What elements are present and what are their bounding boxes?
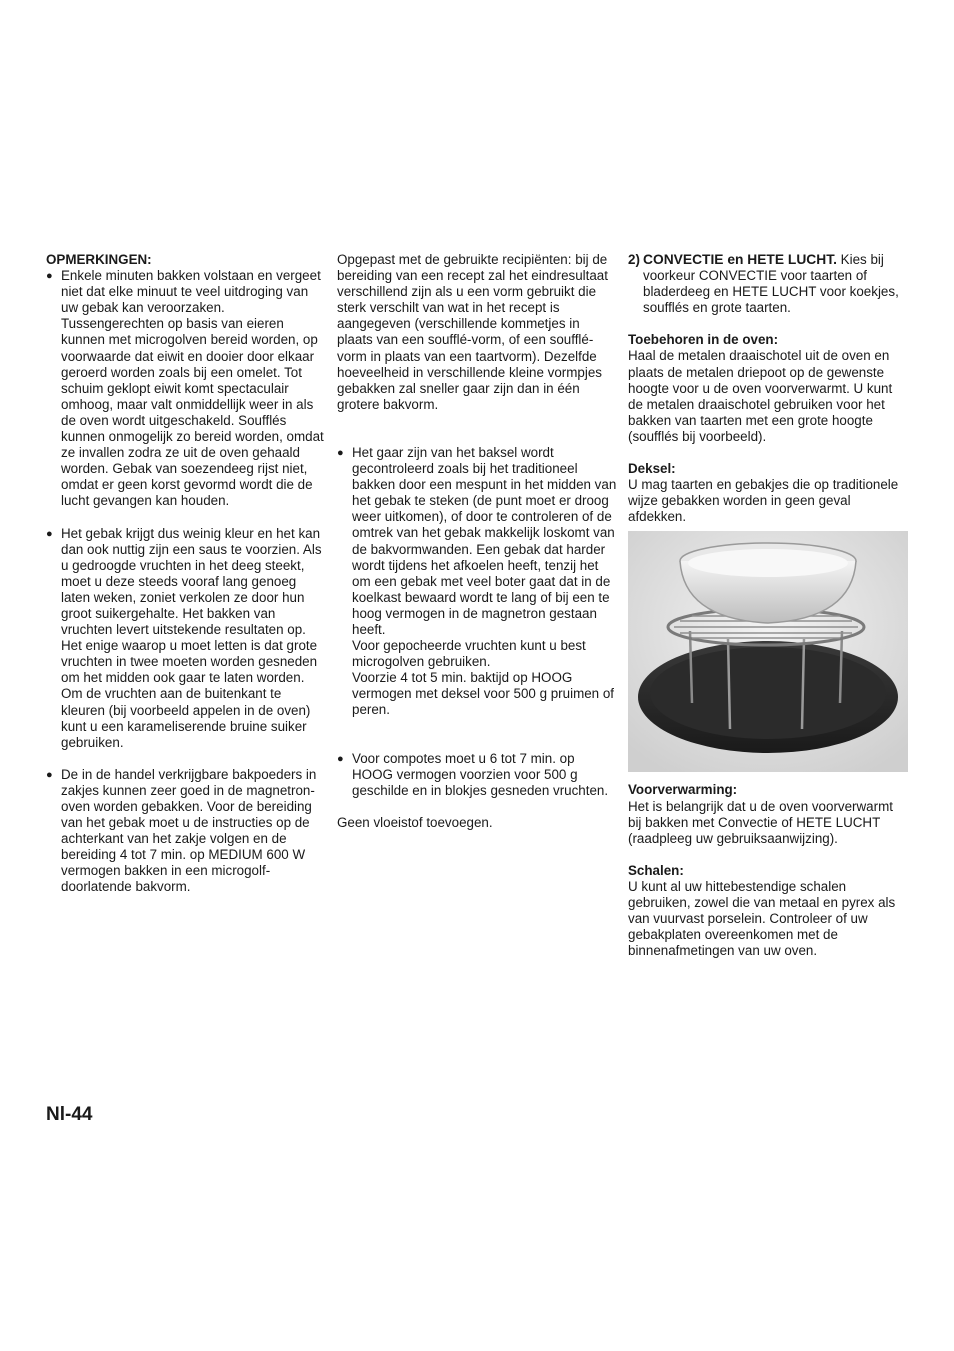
bullet-text: Enkele minuten bakken volstaan en vergeet niet dat elke minuut te veel uitdroging van uw gebak kan veroorzaken. Tussengerechten op basis van eieren kunnen met microgolven bereid worden, op voorwaarde dat eiwit en dooier door elkaar geroerd worden zoals bij een omelet. Tot schuim geklopt eiwit komt spectaculair omhoog, maar valt onmiddellijk weer in als de oven wordt uitgeschakeld. Soufflés kunnen onmogelijk zo bereid worden, omdat ze invallen zodra ze uit de oven gehaald worden. Gebak van soezendeeg rijst niet, omdat er geen korst gevormd wordt die de lucht gevangen kan houden. bbox=[61, 268, 324, 509]
intro-paragraph: Opgepast met de gebruikte recipiënten: bij de bereiding van een recept zal het eindresultaat verschillend zijn als u een vorm gebruikt die sterk verschilt van wat in het recept is aangegeven (verschillende kommetjes in plaats van een soufflé-vorm, of een soufflé-vorm in plaats van een taartvorm). Dezelfde hoeveelheid in verschillende kleine vormpjes gebakken zal sneller gaar zijn dan in één grotere bakvorm. bbox=[337, 252, 608, 412]
section-preheating bbox=[628, 782, 910, 846]
bullet-text: Voor compotes moet u 6 tot 7 min. op HOOG vermogen voorzien voor 500 g geschilde en in blokjes gesneden vruchten. bbox=[352, 750, 609, 798]
section-text: U kunt al uw hittebestendige schalen gebruiken, zowel die van metaal en pyrex als van vuurvast porselein. Controleer of uw gebakplaten overeenkomen met de binnenafmetingen van uw oven. bbox=[628, 878, 896, 959]
bullet-item bbox=[46, 526, 328, 751]
bullet-dot-icon: ● bbox=[46, 270, 53, 283]
bullet-text: Voor gepocheerde vruchten kunt u best microgolven gebruiken. bbox=[352, 638, 586, 670]
section-text: Het is belangrijk dat u de oven voorverwarmt bij bakken met Convectie of HETE LUCHT (raadpleeg uw gebruiksaanwijzing). bbox=[628, 798, 893, 846]
item-text: Kies bij voorkeur CONVECTIE voor taarten of bladerdeeg en HETE LUCHT voor koekjes, soufflés en grote taarten. bbox=[643, 252, 899, 316]
section-accessories bbox=[628, 332, 910, 445]
section-heading: Toebehoren in de oven: bbox=[628, 332, 779, 348]
bullet-dot-icon: ● bbox=[46, 527, 53, 540]
bullet-text: Het gebak krijgt dus weinig kleur en het kan dan ook nuttig zijn een saus te voorzien. Als u gedroogde vruchten in het deeg steekt, moet u deze steeds vooraf lang genoeg laten weken, zoniet verkolen ze door hun groot suikergehalte. Het bakken van vruchten levert uitstekende resultaten op. Het enige waarop u moet letten is dat grote vruchten in twee moeten worden gesneden om het midden ook gaar te laten worden. Om de vruchten aan de buitenkant te kleuren (bij voorbeeld appelen in de oven) kunt u een karameliserende bruine suiker gebruiken. bbox=[61, 525, 322, 750]
bullet-item bbox=[337, 445, 619, 719]
bullet-item bbox=[46, 767, 328, 896]
column-right bbox=[628, 252, 910, 975]
section-text: Haal de metalen draaischotel uit de oven en plaats de metalen driepoot op de gewenste hoogte voor u de oven voorverwarmt. U kunt de metalen draaischotel gebruiken voor het bakken van taarten met een grote hoogte (soufflés bij voorbeeld). bbox=[628, 348, 893, 444]
convection-item bbox=[628, 252, 910, 316]
page-number: Nl-44 bbox=[46, 1104, 93, 1125]
bullet-text: De in de handel verkrijgbare bakpoeders in zakjes kunnen zeer goed in de magnetron-oven worden gebakken. Voor de bereiding van het gebak moet u de instructies op de achterkant van het zakje volgen en de bereiding 4 tot 7 min. op MEDIUM 600 W vermogen bakken in een microgolf-doorlatende bakvorm. bbox=[61, 766, 317, 895]
oven-rack-photo bbox=[628, 531, 908, 772]
bullet-dot-icon: ● bbox=[337, 752, 344, 765]
bullet-item bbox=[46, 268, 328, 509]
section-heading: Deksel: bbox=[628, 461, 676, 477]
section-heading: Voorverwarming: bbox=[628, 782, 738, 798]
column-middle bbox=[337, 252, 619, 847]
remarks-heading: OPMERKINGEN: bbox=[46, 252, 152, 267]
section-lid bbox=[628, 461, 910, 525]
item-title: CONVECTIE en HETE LUCHT. bbox=[643, 252, 837, 267]
bullet-text: Het gaar zijn van het baksel wordt gecontroleerd zoals bij het traditioneel bakken door een mespunt in het midden van het gebak te steken (de punt moet er droog weer uitkomen), of door te controleren of de omtrek van het gebak makkelijk loskomt van de bakvormwanden. Een gebak dat harder wordt tijdens het afkoelen heeft, tenzij het om een gebak met veel boter gaat dat in de koelkast bewaard wordt te lang of bij een te hoog vermogen in de magnetron gestaan heeft. bbox=[352, 444, 617, 637]
section-dishes bbox=[628, 863, 910, 960]
section-text: U mag taarten en gebakjes die op traditionele wijze gebakken worden in geen geval afdekken. bbox=[628, 477, 899, 525]
section-heading: Schalen: bbox=[628, 862, 684, 878]
closing-text: Geen vloeistof toevoegen. bbox=[337, 814, 493, 830]
bullet-dot-icon: ● bbox=[337, 446, 344, 459]
bullet-dot-icon: ● bbox=[46, 768, 53, 781]
bullet-item bbox=[337, 751, 619, 799]
bullet-text: Voorzie 4 tot 5 min. baktijd op HOOG vermogen met deksel voor 500 g pruimen of peren. bbox=[352, 670, 615, 718]
item-number: 2) bbox=[628, 252, 640, 267]
column-left bbox=[46, 252, 328, 912]
